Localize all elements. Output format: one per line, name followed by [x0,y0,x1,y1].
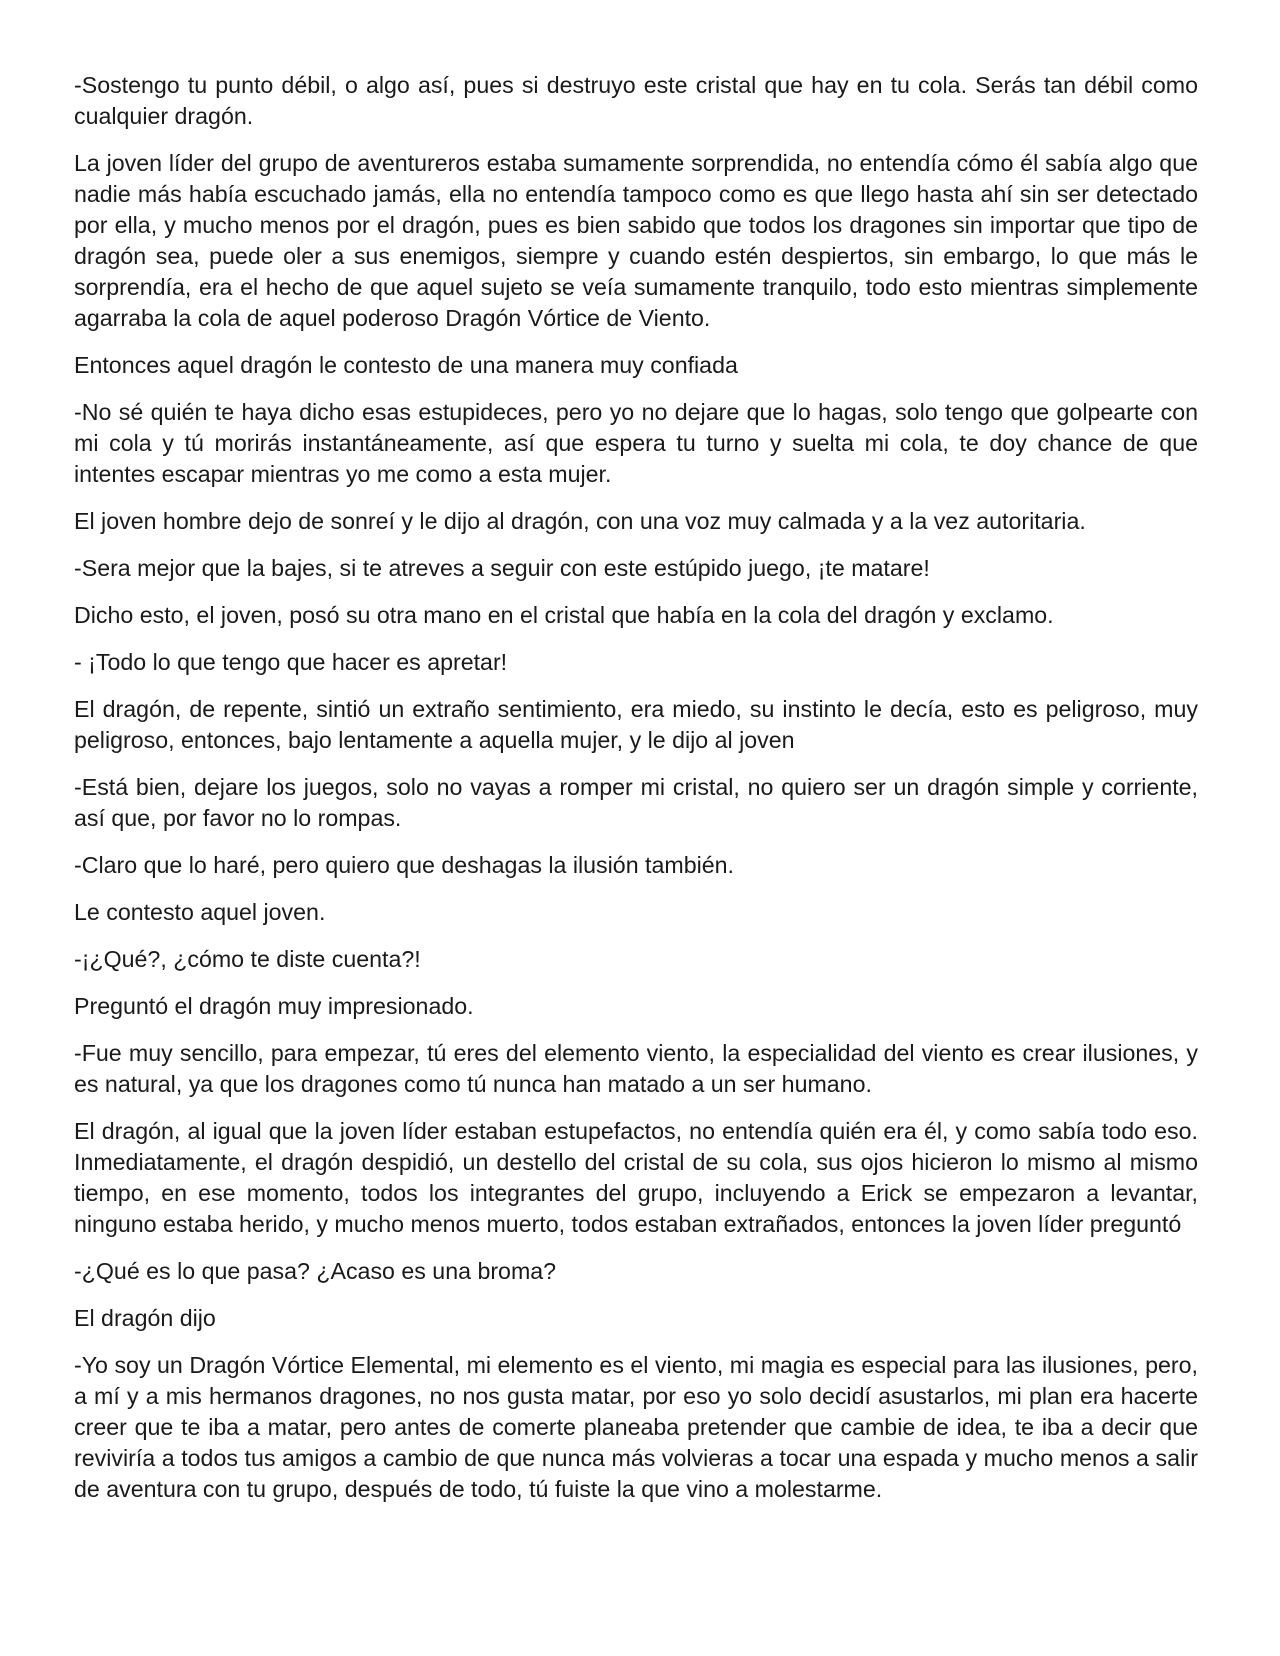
paragraph: -¿Qué es lo que pasa? ¿Acaso es una broma? [74,1258,557,1284]
paragraph: El dragón, de repente, sintió un extraño sentimiento, era miedo, su instinto le decía, esto es peligroso, muy peligroso, entonces, bajo lentamente a aquella mujer, y le dijo al joven [74,696,1198,753]
paragraph: -Sera mejor que la bajes, si te atreves a seguir con este estúpido juego, ¡te matare! [74,555,930,581]
paragraph: Dicho esto, el joven, posó su otra mano en el cristal que había en la cola del dragón y exclamo. [74,602,1054,628]
paragraph: - ¡Todo lo que tengo que hacer es apretar! [74,649,508,675]
paragraph: El dragón, al igual que la joven líder estaban estupefactos, no entendía quién era él, y como sabía todo eso. Inmediatamente, el dragón despidió, un destello del cristal de su cola, sus ojos hicieron lo mismo al mismo tiempo, en ese momento, todos los integrantes del grupo, incluyendo a Erick se empezaron a levantar, ninguno estaba herido, y mucho menos muerto, todos estaban extrañados, entonces la joven líder preguntó [74,1118,1198,1237]
paragraph: La joven líder del grupo de aventureros estaba sumamente sorprendida, no entendía cómo él sabía algo que nadie más había escuchado jamás, ella no entendía tampoco como es que llego hasta ahí sin ser detectado por ella, y mucho menos por el dragón, pues es bien sabido que todos los dragones sin importar que tipo de dragón sea, puede oler a sus enemigos, siempre y cuando estén despiertos, sin embargo, lo que más le sorprendía, era el hecho de que aquel sujeto se veía sumamente tranquilo, todo esto mientras simplemente agarraba la cola de aquel poderoso Dragón Vórtice de Viento. [74,150,1198,331]
paragraph: -Yo soy un Dragón Vórtice Elemental, mi elemento es el viento, mi magia es especial para las ilusiones, pero, a mí y a mis hermanos dragones, no nos gusta matar, por eso yo solo decidí asustarlos, mi plan era hacerte creer que te iba a matar, pero antes de comerte planeaba pretender que cambie de idea, te iba a decir que reviviría a todos tus amigos a cambio de que nunca más volvieras a tocar una espada y mucho menos a salir de aventura con tu grupo, después de todo, tú fuiste la que vino a molestarme. [74,1352,1198,1502]
paragraph: El dragón dijo [74,1305,216,1331]
paragraph: El joven hombre dejo de sonreí y le dijo al dragón, con una voz muy calmada y a la vez autoritaria. [74,508,1086,534]
paragraph: -¡¿Qué?, ¿cómo te diste cuenta?! [74,946,421,972]
paragraph: Preguntó el dragón muy impresionado. [74,993,474,1019]
paragraph: Le contesto aquel joven. [74,899,326,925]
document-page [74,70,1198,1521]
paragraph: -Fue muy sencillo, para empezar, tú eres del elemento viento, la especialidad del viento es crear ilusiones, y es natural, ya que los dragones como tú nunca han matado a un ser humano. [74,1040,1198,1097]
paragraph: -Sostengo tu punto débil, o algo así, pues si destruyo este cristal que hay en tu cola. Serás tan débil como cualquier dragón. [74,72,1198,129]
paragraph: -Está bien, dejare los juegos, solo no vayas a romper mi cristal, no quiero ser un dragón simple y corriente, así que, por favor no lo rompas. [74,774,1198,831]
paragraph: -Claro que lo haré, pero quiero que deshagas la ilusión también. [74,852,734,878]
paragraph: -No sé quién te haya dicho esas estupideces, pero yo no dejare que lo hagas, solo tengo que golpearte con mi cola y tú morirás instantáneamente, así que espera tu turno y suelta mi cola, te doy chance de que intentes escapar mientras yo me como a esta mujer. [74,399,1198,487]
paragraph: Entonces aquel dragón le contesto de una manera muy confiada [74,352,738,378]
